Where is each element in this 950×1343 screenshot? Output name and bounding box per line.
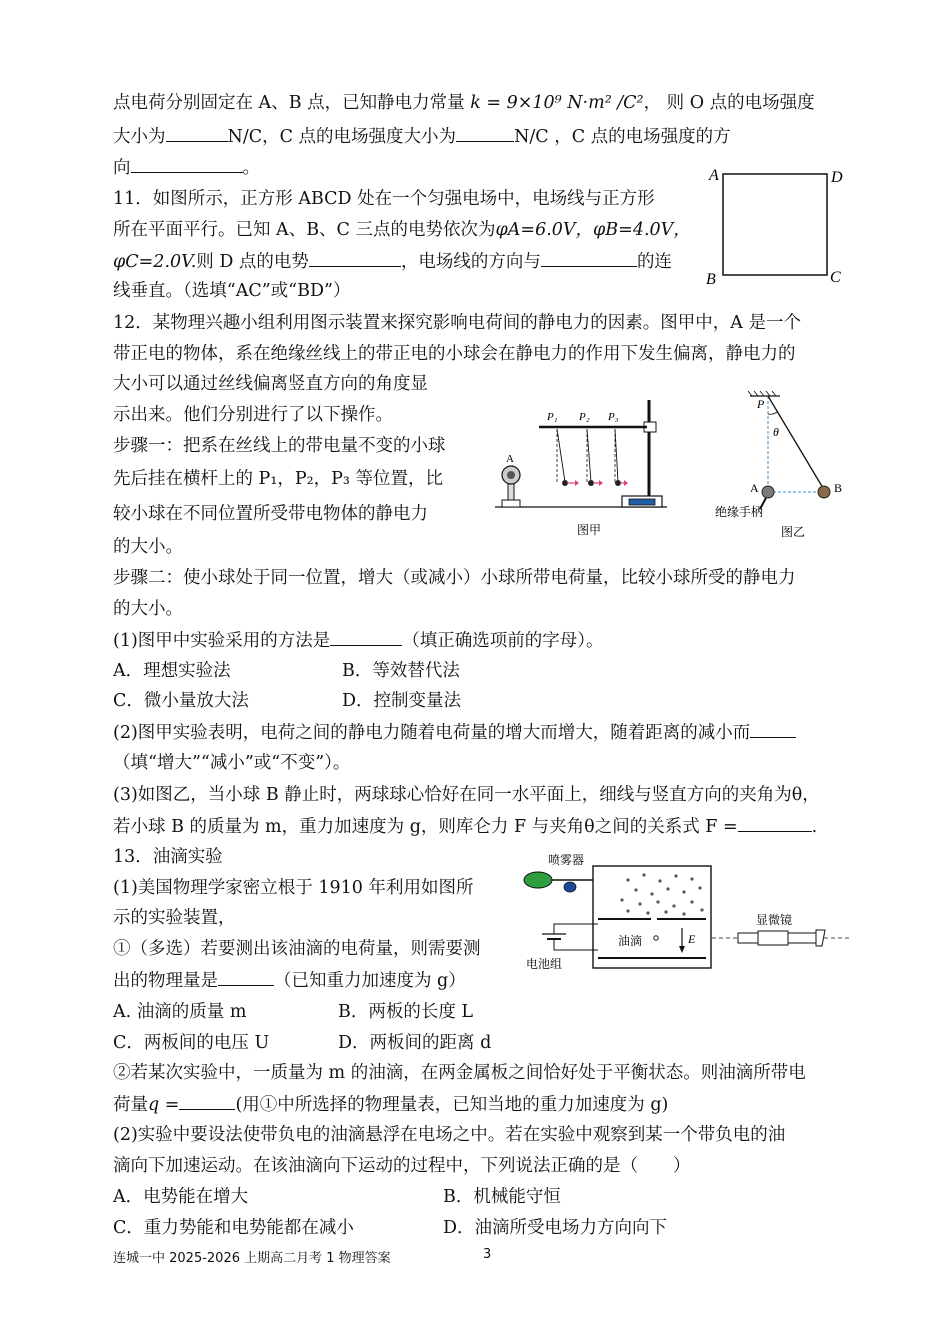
q12-line5: 步骤一：把系在丝线上的带电量不变的小球	[113, 436, 446, 456]
q13-line3: ①（多选）若要测出该油滴的电荷量，则需要测	[113, 939, 481, 959]
q10-line2: 大小为 N/C，C 点的电场强度大小为 N/C ，C 点的电场强度的方	[113, 127, 731, 147]
q11-line3: φC=2.0V.则 D 点的电势 ，电场线的方向与 的连	[113, 252, 672, 272]
millikan-apparatus-figure	[520, 850, 855, 976]
q12-line10: 的大小。	[113, 599, 183, 619]
figure-jia-apparatus	[487, 392, 677, 542]
charged-body-a-label: A	[506, 453, 514, 465]
q12-sub3b: 若小球 B 的质量为 m，重力加速度为 g，则库仑力 F 与夹角θ之间的关系式 F = .	[113, 817, 818, 837]
q11-line2: 所在平面平行。已知 A、B、C 三点的电势依次为φA=6.0V，φB=4.0V，	[113, 220, 691, 240]
oil-drop-label: 油滴	[618, 934, 643, 948]
insulating-handle-label: 绝缘手柄	[715, 505, 764, 519]
figure-jia-caption: 图甲	[577, 523, 602, 537]
answer-blank[interactable]	[330, 629, 402, 646]
vertex-a-label: A	[709, 167, 719, 184]
q13-mc-option-c: C．重力势能和电势能都在减小	[113, 1218, 354, 1238]
q12-option-d: D．控制变量法	[342, 691, 462, 711]
q12-line9: 步骤二：使小球处于同一位置，增大（或减小）小球所带电荷量，比较小球所受的静电力	[113, 568, 796, 588]
answer-blank[interactable]	[218, 969, 274, 986]
q13-line1: (1)美国物理学家密立根于 1910 年利用如图所	[113, 878, 474, 898]
q12-line4: 示出来。他们分别进行了以下操作。	[113, 405, 393, 425]
answer-blank[interactable]	[456, 125, 514, 142]
vertex-c-label: C	[830, 269, 841, 286]
q12-line1: 12．某物理兴趣小组利用图示装置来探究影响电荷间的静电力的因素。图甲中，A 是一个	[113, 313, 801, 333]
q13-title: 13．油滴实验	[113, 847, 223, 867]
q13-line7: (2)实验中要设法使带负电的油滴悬浮在电场之中。若在实验中观察到某一个带负电的油	[113, 1125, 786, 1145]
q13-option-d: D．两板间的距离 d	[338, 1033, 492, 1053]
q13-mc-option-a: A．电势能在增大	[113, 1187, 249, 1207]
q13-line4: 出的物理量是 （已知重力加速度为 g）	[113, 971, 466, 991]
p2-label: P₂	[579, 411, 590, 423]
q13-line5: ②若某次实验中，一质量为 m 的油滴，在两金属板之间恰好处于平衡状态。则油滴所带电	[113, 1063, 806, 1083]
q12-line6: 先后挂在横杆上的 P₁，P₂，P₃ 等位置，比	[113, 469, 443, 489]
q12-option-c: C．微小量放大法	[113, 691, 249, 711]
microscope-label: 显微镜	[756, 913, 793, 927]
p1-label: P₁	[547, 411, 558, 423]
q12-sub2b: （填“增大”“减小”或“不变”）。	[113, 753, 351, 773]
q10-line3: 向 。	[113, 158, 260, 178]
theta-label: θ	[773, 425, 779, 439]
answer-blank[interactable]	[309, 250, 401, 267]
q13-option-c: C．两板间的电压 U	[113, 1033, 270, 1053]
q12-option-b: B．等效替代法	[342, 661, 460, 681]
q12-line8: 的大小。	[113, 537, 183, 557]
answer-blank[interactable]	[738, 815, 812, 832]
p3-label: P₃	[608, 411, 619, 423]
battery-label: 电池组	[526, 957, 563, 971]
q11-line4: 线垂直。（选填“AC”或“BD”）	[113, 281, 351, 301]
q13-line6: 荷量q = (用①中所选择的物理量表，已知当地的重力加速度为 g)	[113, 1095, 669, 1115]
q10-line1: 点电荷分别固定在 A、B 点，已知静电力常量 k = 9×10⁹ N·m² /C²， 则 O 点的电场强度	[113, 93, 815, 113]
q12-line7: 较小球在不同位置所受带电物体的静电力	[113, 504, 428, 524]
answer-blank[interactable]	[750, 721, 796, 738]
figure-yi-pendulum	[710, 388, 855, 544]
figure-yi-caption: 图乙	[781, 525, 806, 539]
q12-option-a: A．理想实验法	[113, 661, 231, 681]
answer-blank[interactable]	[179, 1093, 235, 1110]
q11-line1: 11．如图所示，正方形 ABCD 处在一个匀强电场中，电场线与正方形	[113, 189, 655, 209]
square-abcd-figure	[700, 160, 860, 292]
answer-blank[interactable]	[166, 125, 228, 142]
q13-line8: 滴向下加速运动。在该油滴向下运动的过程中，下列说法正确的是（ ）	[113, 1156, 691, 1176]
q12-sub3: (3)如图乙，当小球 B 静止时，两球球心恰好在同一水平面上，细线与竖直方向的夹角为θ，	[113, 785, 820, 805]
q13-option-a: A. 油滴的质量 m	[113, 1002, 247, 1022]
ball-a-label: A	[750, 481, 759, 495]
q12-sub1: (1)图甲中实验采用的方法是 （填正确选项前的字母）。	[113, 631, 604, 651]
pivot-p-label: P	[757, 397, 765, 411]
q12-line2: 带正电的物体，系在绝缘丝线上的带正电的小球会在静电力的作用下发生偏离，静电力的	[113, 344, 796, 364]
answer-blank[interactable]	[541, 250, 637, 267]
footer-school-text: 连城一中 2025-2026 上期高二月考 1 物理答案	[113, 1251, 391, 1266]
q12-sub2: (2)图甲实验表明，电荷之间的静电力随着电荷量的增大而增大，随着距离的减小而	[113, 721, 796, 744]
vertex-d-label: D	[831, 169, 843, 186]
q12-line3: 大小可以通过丝线偏离竖直方向的角度显	[113, 374, 428, 394]
q13-option-b: B．两板的长度 L	[338, 1002, 474, 1022]
q13-mc-option-b: B．机械能守恒	[443, 1187, 561, 1207]
q13-line2: 示的实验装置，	[113, 908, 236, 928]
vertex-b-label: B	[706, 271, 716, 288]
answer-blank[interactable]	[131, 156, 243, 173]
sprayer-label: 喷雾器	[548, 853, 585, 867]
square-outline	[723, 174, 827, 275]
ball-b-label: B	[834, 481, 843, 495]
field-e-label: E	[688, 932, 696, 946]
footer-page-number: 3	[483, 1247, 492, 1262]
q13-mc-option-d: D．油滴所受电场力方向向下	[443, 1218, 668, 1238]
